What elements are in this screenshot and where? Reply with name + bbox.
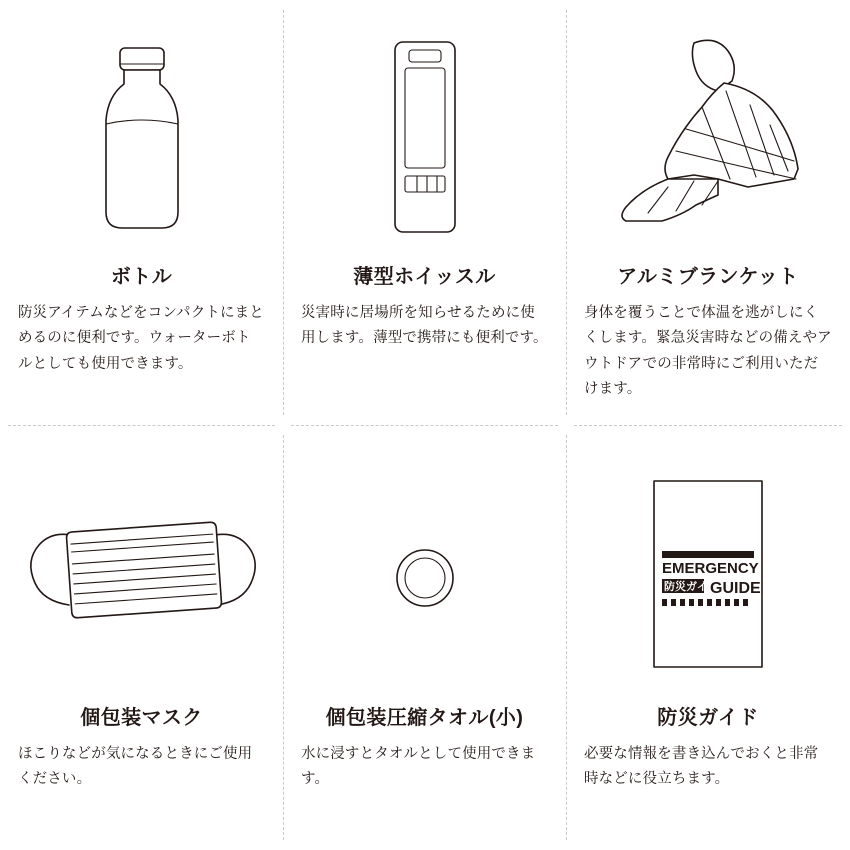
bottle-illustration xyxy=(14,14,269,254)
guide-cover-line2-jp: 防災ガイド xyxy=(664,581,719,593)
product-cell-mask xyxy=(0,425,283,850)
aluminum-blanket-illustration xyxy=(580,14,836,254)
emergency-guide-booklet-illustration xyxy=(580,473,836,683)
slim-whistle-illustration xyxy=(297,14,552,254)
product-description: ほこりなどが気になるときにご使用ください。 xyxy=(18,746,253,788)
product-cell-guide xyxy=(566,425,850,850)
product-description: 防災アイテムなどをコンパクトにまとめるのに便利です。ウォーターボトルとしても使用できます。 xyxy=(18,305,264,372)
product-description: 必要な情報を書き込んでおくと非常時などに役立ちます。 xyxy=(584,746,819,788)
product-description: 水に浸すとタオルとして使用できます。 xyxy=(301,746,536,788)
product-description: 身体を覆うことで体温を逃がしにくくします。緊急災害時などの備えやアウトドアでの非常時にご利用いただけます。 xyxy=(584,305,832,398)
product-cell-whistle xyxy=(283,0,566,425)
guide-cover-line2-en: GUIDE xyxy=(710,580,761,597)
product-title: 個包装マスク xyxy=(80,707,203,729)
guide-cover-line1: EMERGENCY xyxy=(662,560,759,577)
product-cell-compressed-towel xyxy=(283,425,566,850)
individually-wrapped-mask-illustration xyxy=(14,473,269,683)
product-title: アルミブランケット xyxy=(617,266,799,288)
product-title: 個包装圧縮タオル(小) xyxy=(325,707,524,729)
product-title: 薄型ホイッスル xyxy=(353,266,496,288)
product-cell-aluminum-blanket xyxy=(566,0,850,425)
product-title: ボトル xyxy=(110,266,173,288)
product-title: 防災ガイド xyxy=(657,707,759,729)
compressed-towel-illustration xyxy=(297,473,552,683)
product-description: 災害時に居場所を知らせるために使用します。薄型で携帯にも便利です。 xyxy=(301,305,548,347)
product-cell-bottle xyxy=(0,0,283,425)
